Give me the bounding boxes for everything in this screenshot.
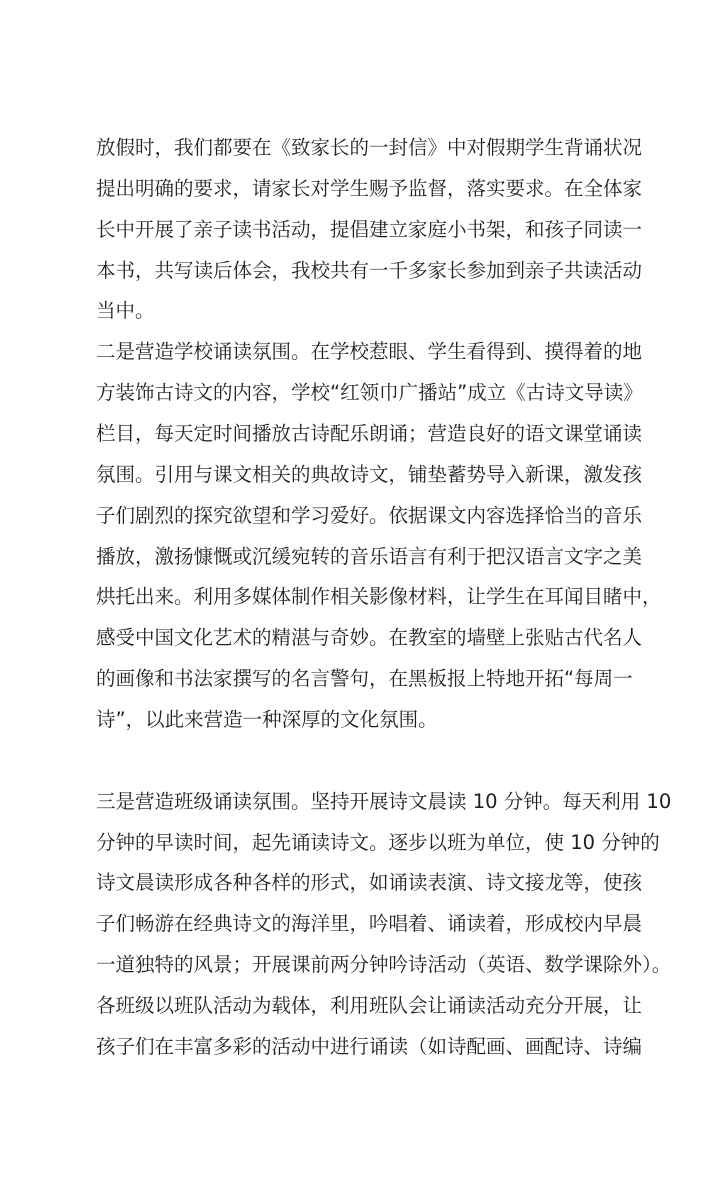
text-line: 子们畅游在经典诗文的海洋里，吟唱着、诵读着，形成校内早晨 xyxy=(96,912,643,935)
text-line: 栏目，每天定时间播放古诗配乐朗诵；营造良好的语文课堂诵读 xyxy=(96,422,643,445)
text-line: 提出明确的要求，请家长对学生赐予监督，落实要求。在全体家 xyxy=(96,177,643,200)
text-line: 诗”，以此来营造一种深厚的文化氛围。 xyxy=(96,708,438,731)
text-line: 长中开展了亲子读书活动，提倡建立家庭小书架，和孩子同读一 xyxy=(96,218,643,241)
text-line: 各班级以班队活动为载体，利用班队会让诵读活动充分开展，让 xyxy=(96,994,643,1017)
text-line: 氛围。引用与课文相关的典故诗文，铺垫蓄势导入新课，激发孩 xyxy=(96,463,643,486)
text-line: 一道独特的风景；开展课前两分钟吟诗活动（英语、数学课除外）。 xyxy=(96,953,672,976)
text-line: 当中。 xyxy=(96,299,155,322)
text-line: 孩子们在丰富多彩的活动中进行诵读（如诗配画、画配诗、诗编 xyxy=(96,1035,643,1058)
text-line: 诗文晨读形成各种各样的形式，如诵读表演、诗文接龙等，使孩 xyxy=(96,871,643,894)
text-line: 播放，激扬慷慨或沉缓宛转的音乐语言有利于把汉语言文字之美 xyxy=(96,545,643,568)
text-line: 本书，共写读后体会，我校共有一千多家长参加到亲子共读活动 xyxy=(96,259,643,282)
text-line: 放假时，我们都要在《致家长的一封信》中对假期学生背诵状况 xyxy=(96,136,643,159)
text-line: 烘托出来。利用多媒体制作相关影像材料，让学生在耳闻目睹中， xyxy=(96,585,662,608)
text-line: 的画像和书法家撰写的名言警句，在黑板报上特地开拓“每周一 xyxy=(96,667,633,690)
text-line: 方装饰古诗文的内容，学校“红领巾广播站”成立《古诗文导读》 xyxy=(96,381,643,404)
text-line: 分钟的早读时间，起先诵读诗文。逐步以班为单位，使 10 分钟的 xyxy=(96,831,660,854)
text-line: 三是营造班级诵读氛围。坚持开展诗文晨读 10 分钟。每天利用 10 xyxy=(96,790,672,813)
text-line: 二是营造学校诵读氛围。在学校惹眼、学生看得到、摸得着的地 xyxy=(96,340,643,363)
text-line: 感受中国文化艺术的精湛与奇妙。在教室的墙壁上张贴古代名人 xyxy=(96,626,643,649)
text-line: 子们剧烈的探究欲望和学习爱好。依据课文内容选择恰当的音乐 xyxy=(96,504,643,527)
